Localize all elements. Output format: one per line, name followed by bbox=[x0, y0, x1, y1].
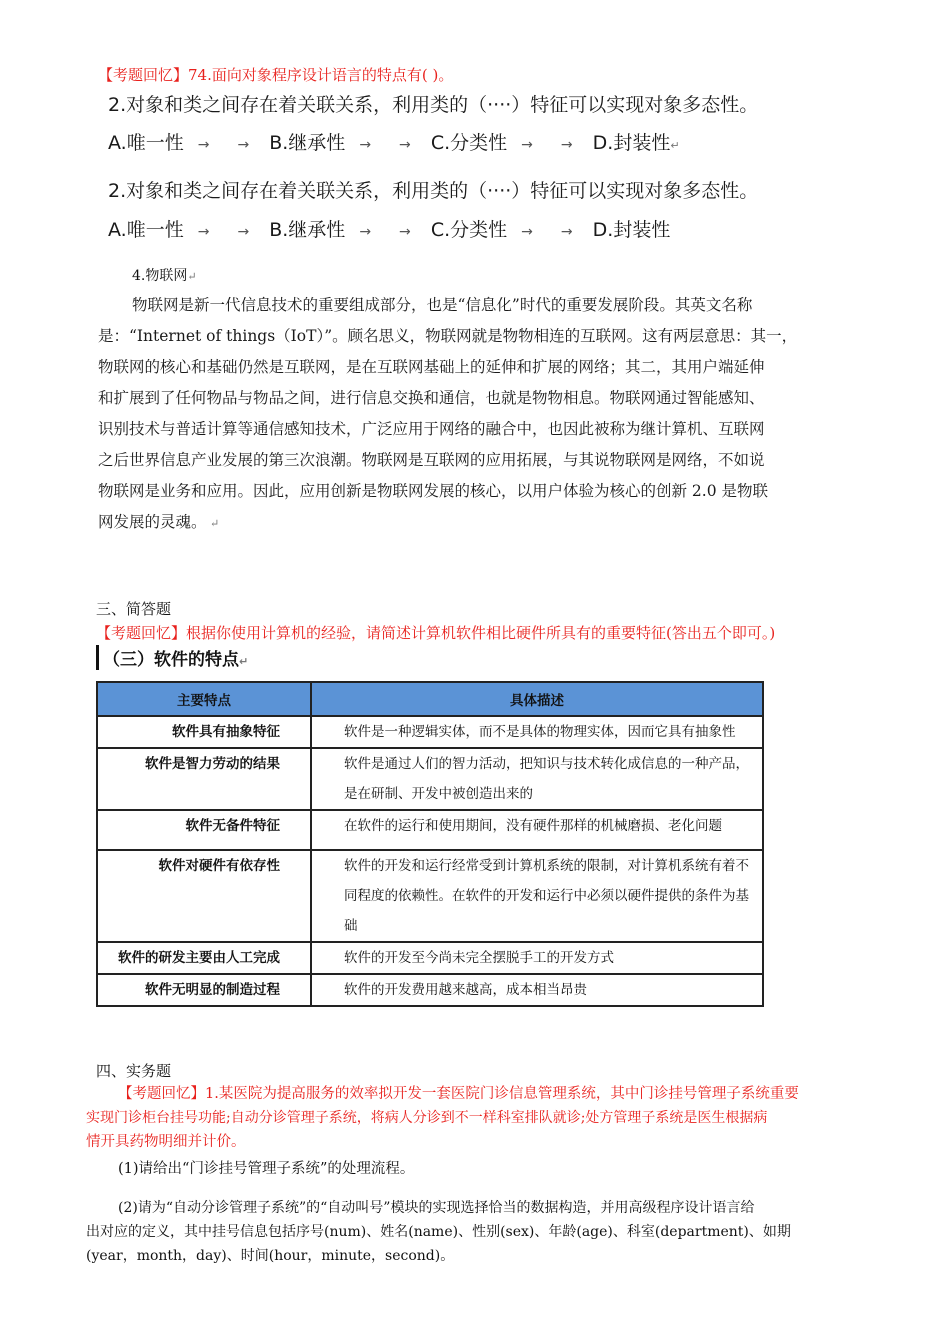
iot-line: 网发展的灵魂。 bbox=[98, 513, 207, 531]
table-cell: 软件对硬件有依存性 bbox=[97, 850, 311, 942]
option-c: C.分类性 bbox=[430, 132, 508, 154]
exam-tag: 【考题回忆】 bbox=[118, 1086, 205, 1102]
section-3-title: 三、简答题 bbox=[96, 600, 172, 618]
sub-question-2-line-2: 出对应的定义，其中挂号信息包括序号(num)、姓名(name)、性别(sex)、年龄(age)、科室(department)、如期 bbox=[86, 1224, 791, 1240]
section-4-question-line-2: 实现门诊柜台挂号功能;自动分诊管理子系统，将病人分诊到不一样科室排队就诊;处方管理子系统是医生根据病 bbox=[86, 1110, 768, 1126]
sub-question-2-line-3: (year，month，day)、时间(hour，minute，second)。 bbox=[86, 1248, 455, 1264]
exam-tag: 【考题回忆】 bbox=[98, 66, 189, 84]
table-cell: 软件的开发费用越来越高，成本相当昂贵 bbox=[311, 974, 763, 1006]
table-cell: 在软件的运行和使用期间，没有硬件那样的机械磨损、老化问题 bbox=[311, 810, 763, 850]
iot-line: 物联网的核心和基础仍然是互联网，是在互联网基础上的延伸和扩展的网络；其二，其用户端延伸 bbox=[98, 358, 765, 376]
section-4-question-text: 1.某医院为提高服务的效率拟开发一套医院门诊信息管理系统，其中门诊挂号管理子系统重要 bbox=[205, 1086, 799, 1102]
table-row bbox=[97, 850, 763, 942]
exam-tag: 【考题回忆】 bbox=[96, 624, 187, 642]
table-cell: 软件是一种逻辑实体，而不是具体的物理实体，因而它具有抽象性 bbox=[311, 716, 763, 748]
option-d: D.封装性 bbox=[592, 219, 671, 241]
iot-line: 物联网是业务和应用。因此，应用创新是物联网发展的核心，以用户体验为核心的创新 2.0 是物联 bbox=[98, 482, 769, 500]
table-cell: 软件无备件特征 bbox=[97, 810, 311, 850]
img-question-1: 2.对象和类之间存在着关联关系，利用类的（····）特征可以实现对象多态性。 bbox=[108, 94, 759, 116]
iot-line: 识别技术与普适计算等通信感知技术，广泛应用于网络的融合中，也因此被称为继计算机、互联网 bbox=[98, 420, 765, 438]
sub-question-1: (1)请给出“门诊挂号管理子系统”的处理流程。 bbox=[118, 1161, 415, 1177]
table-cell: 软件的开发至今尚未完全摆脱手工的开发方式 bbox=[311, 942, 763, 974]
iot-line: 是：“Internet of things（IoT）”。顾名思义，物联网就是物物相连的互联网。这有两层意思：其一， bbox=[98, 327, 798, 345]
software-features-subtitle: （三）软件的特点↵ bbox=[96, 645, 248, 670]
section-4-title: 四、实务题 bbox=[96, 1062, 172, 1080]
table-header-row bbox=[97, 682, 763, 716]
iot-heading: 4.物联网↵ bbox=[132, 268, 197, 284]
table-cell: 软件无明显的制造过程 bbox=[97, 974, 311, 1006]
iot-line: 之后世界信息产业发展的第三次浪潮。物联网是互联网的应用拓展，与其说物联网是网络，不如说 bbox=[98, 451, 765, 469]
img-options-1: A.唯一性 → → B.继承性 → → C.分类性 → → D.封装性↵ bbox=[108, 132, 680, 154]
section-4-question-line-1 bbox=[118, 1082, 799, 1106]
table-row bbox=[97, 974, 763, 1006]
iot-line: 和扩展到了任何物品与物品之间，进行信息交换和通信，也就是物物相息。物联网通过智能感知、 bbox=[98, 389, 765, 407]
sub-question-2-line-1: (2)请为“自动分诊管理子系统”的“自动叫号”模块的实现选择恰当的数据构造，并用高级程序设计语言给 bbox=[118, 1200, 755, 1216]
table-row bbox=[97, 942, 763, 974]
option-b: B.继承性 bbox=[269, 132, 346, 154]
table-cell: 软件的开发和运行经常受到计算机系统的限制，对计算机系统有着不同程度的依赖性。在软件的开发和运行中必须以硬件提供的条件为基础 bbox=[311, 850, 763, 942]
option-a: A.唯一性 bbox=[108, 132, 184, 154]
iot-paragraph: 物联网是新一代信息技术的重要组成部分，也是“信息化”时代的重要发展阶段。其英文名称 是：“Internet of things（IoT）”。顾名思义，物联网就是物物相连的互联网。这有两层意思：其一， 物联网的核心和基础仍然是互联网，是在互联网基础上的延伸和扩展的网络；其二，其用户端延伸 和扩展到了任何物品与物品之间，进行信息交换和通信，也就是物物相息。物联网通过智能感知、 识别技术与普适计算等通信感知技术，广泛应用于网络的融合中，也因此被称为继计算机、互联网 之后世界信息产业发展的第三次浪潮。物联网是互联网的应用拓展，与其说物联网是网络，不如说 物联网是业务和应用。因此，应用创新是物联网发展的核心，以用户体验为核心的创新 2.0 是物联 网发展的灵魂。 ↵ bbox=[98, 290, 797, 539]
option-c: C.分类性 bbox=[430, 219, 508, 241]
table-cell: 软件是智力劳动的结果 bbox=[97, 748, 311, 810]
table-cell: 软件具有抽象特征 bbox=[97, 716, 311, 748]
table-row bbox=[97, 748, 763, 810]
table-cell: 软件的研发主要由人工完成 bbox=[97, 942, 311, 974]
option-a: A.唯一性 bbox=[108, 219, 184, 241]
option-d: D.封装性 bbox=[592, 132, 671, 154]
img-options-2: A.唯一性 → → B.继承性 → → C.分类性 → → D.封装性 bbox=[108, 219, 671, 241]
question-74-text: 74.面向对象程序设计语言的特点有( )。 bbox=[188, 66, 454, 84]
section-4-question-line-3: 情开具药物明细并计价。 bbox=[86, 1134, 246, 1150]
table-row bbox=[97, 810, 763, 850]
software-features-table bbox=[96, 681, 764, 1007]
section-3-question-text: 根据你使用计算机的经验，请简述计算机软件相比硬件所具有的重要特征(答出五个即可。) bbox=[186, 624, 776, 642]
table-cell: 软件是通过人们的智力活动，把知识与技术转化成信息的一种产品，是在研制、开发中被创造出来的 bbox=[311, 748, 763, 810]
table-row bbox=[97, 716, 763, 748]
iot-line: 物联网是新一代信息技术的重要组成部分，也是“信息化”时代的重要发展阶段。其英文名称 bbox=[132, 296, 753, 314]
table-header: 主要特点 bbox=[97, 682, 311, 716]
table-header: 具体描述 bbox=[311, 682, 763, 716]
section-3-question bbox=[96, 622, 775, 643]
question-74 bbox=[98, 64, 453, 85]
img-question-2: 2.对象和类之间存在着关联关系，利用类的（····）特征可以实现对象多态性。 bbox=[108, 180, 759, 202]
option-b: B.继承性 bbox=[269, 219, 346, 241]
